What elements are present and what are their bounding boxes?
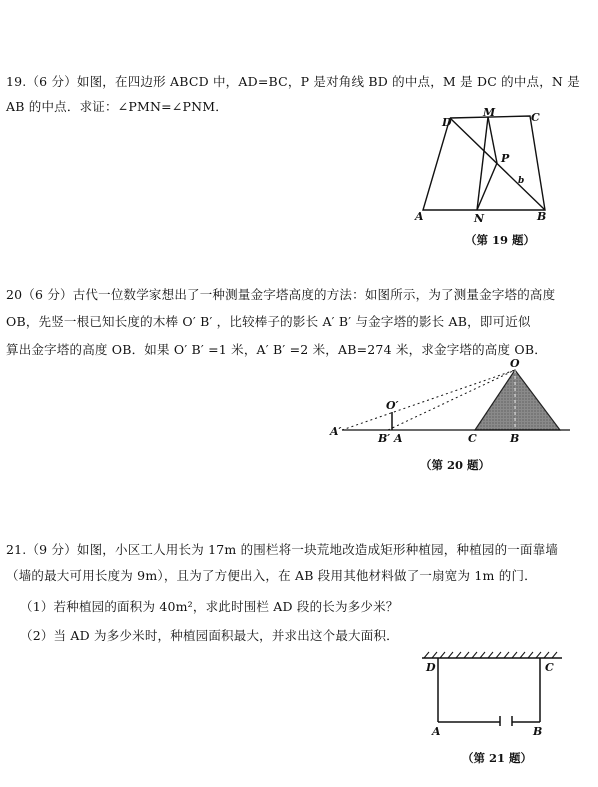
q19-label-b: b [518,176,525,186]
q21-sub-2: （2）当 AD 为多少米时，种植园面积最大，并求出这个最大面积． [20,628,399,643]
q19-label-P: P [501,152,510,165]
q19-label-B: B [537,210,547,223]
q20-label-O-prime: O′ [386,399,399,412]
q20-label-A-prime: A′ [330,425,342,438]
q21-label-B: B [533,725,543,738]
q19-line-1: 19.（6 分）如图，在四边形 ABCD 中，AD=BC，P 是对角线 BD 的中点，M 是 DC 的中点，N 是 [6,74,580,89]
q21-sub-1: （1）若种植园的面积为 40m²，求此时围栏 AD 段的长为多少米？ [20,599,399,614]
q20-label-B-prime: B′ [378,432,391,445]
q20-label-C: C [468,432,477,445]
q19-caption: （第 19 题） [465,233,536,247]
q21-label-A: A [432,725,441,738]
q21-label-C: C [545,661,554,674]
q20-label-B: B [510,432,520,445]
q20-line-2: OB，先竖一根已知长度的木棒 O′ B′ ，比较棒子的影长 A′ B′ 与金字塔的影长 AB，即可近似 [6,314,531,329]
q19-label-M: M [483,106,496,119]
q19-label-N: N [474,212,485,225]
q21-label-D: D [426,661,436,674]
q21-caption: （第 21 题） [462,751,533,765]
q20-figure [330,357,575,447]
q21-figure [420,650,570,745]
q20-label-O: O [510,357,520,370]
q21-line-2: （墙的最大可用长度为 9m），且为了方便出入，在 AB 段用其他材料做了一扇宽为 1m 的门． [6,568,537,583]
q19-label-C: C [531,111,540,124]
q20-line-3: 算出金字塔的高度 OB．如果 O′ B′ =1 米，A′ B′ =2 米，AB=274 米，求金字塔的高度 OB． [6,342,547,357]
q20-label-A: A [394,432,403,445]
q20-line-1: 20（6 分）古代一位数学家想出了一种测量金字塔高度的方法：如图所示，为了测量金字塔的高度 [6,287,556,302]
q19-label-D: D [442,116,452,129]
q20-caption: （第 20 题） [420,458,491,472]
q19-label-A: A [415,210,424,223]
q19-line-2: AB 的中点．求证：∠PMN=∠PNM． [6,99,228,114]
q19-figure [405,108,555,228]
q21-line-1: 21.（9 分）如图，小区工人用长为 17m 的围栏将一块荒地改造成矩形种植园，种植园的一面靠墙 [6,542,559,557]
